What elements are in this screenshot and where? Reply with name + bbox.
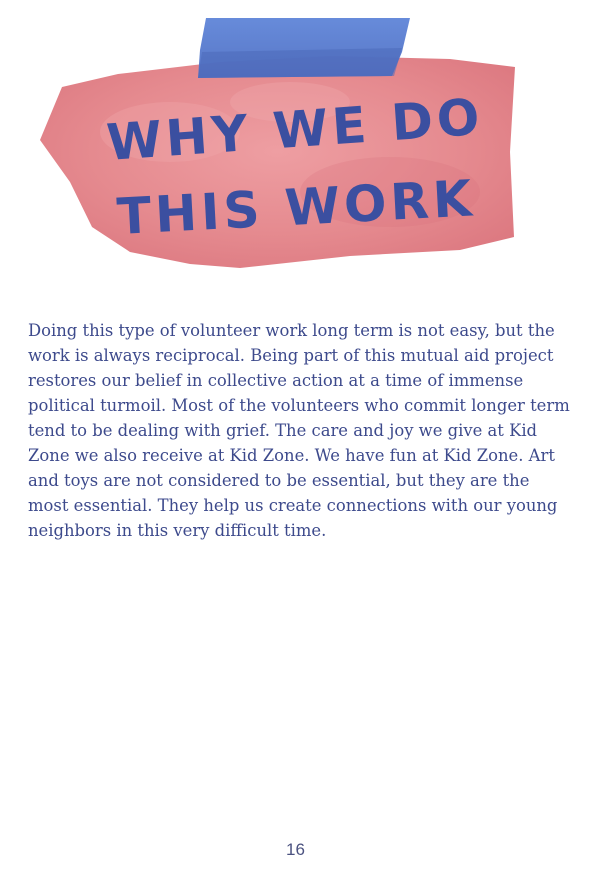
body-paragraph: Doing this type of volunteer work long term is not easy, but the work is always reciprocal. Being part of this mutual aid project restores our belief in collective action at a time of immense political turmoil. Most of the volunteers who commit longer term tend to be dealing with grief. The care and joy we give at Kid Zone we also receive at Kid Zone. We have fun at Kid Zone. Art and toys are not considered to be essential, but they are the most essential. They help us create connections with our young neighbors in this very difficult time. (28, 321, 570, 540)
title-line-1: WHY WE DO (104, 87, 486, 172)
title-line-2: THIS WORK (115, 169, 478, 246)
page-number: 16 (286, 840, 305, 859)
header-illustration (30, 12, 530, 280)
torn-paper-title-graphic (30, 12, 530, 280)
